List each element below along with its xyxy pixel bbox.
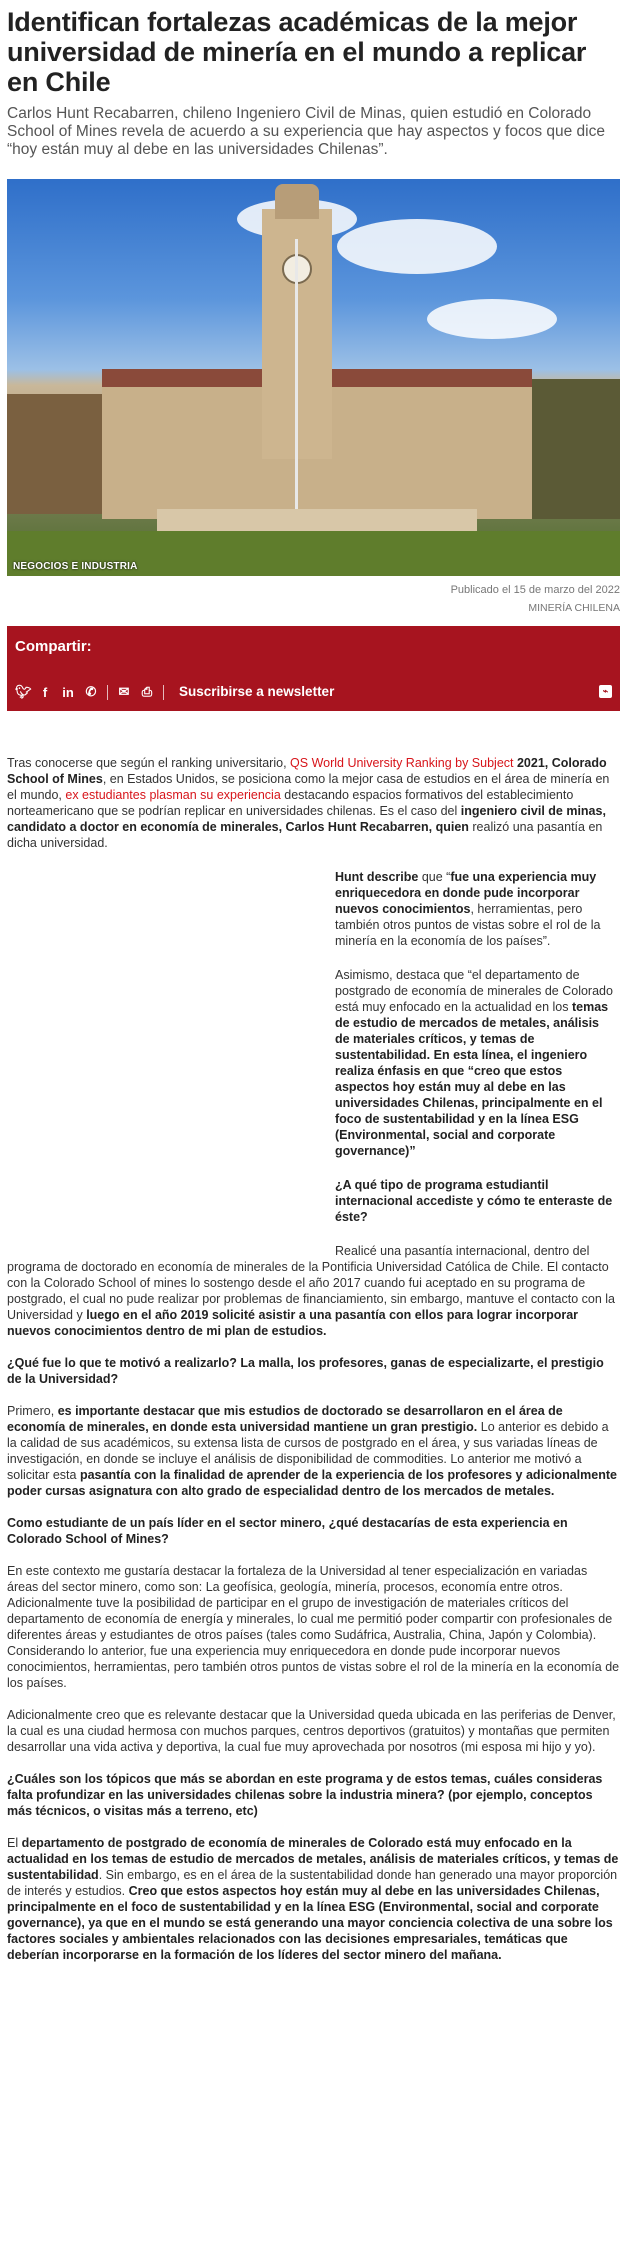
paragraph xyxy=(7,755,620,851)
print-icon[interactable]: ⎙ xyxy=(141,684,153,699)
paragraph xyxy=(7,1403,620,1499)
question xyxy=(7,1515,620,1547)
experience-link[interactable]: ex estudiantes plasman su experiencia xyxy=(65,788,281,802)
image-category-tag[interactable]: NEGOCIOS E INDUSTRIA xyxy=(13,561,138,572)
paragraph: En este contexto me gustaría destacar la fortaleza de la Universidad al tener especialización en variadas áreas del sector minero, como son: La geofísica, geología, minería, procesos, economía entre otros. Adicionalmente tuve la posibilidad de participar en el grupo de investigación de materiales críticos del departamento de economía de energía y minerales, lo cual me permitió poder compartir con profesionales de diferentes áreas y estudiantes de otros países (tales como Sudáfrica, Australia, China, Japón y Colombia). Considerando lo anterior, fue una experiencia muy enriquecedora en donde pude incorporar nuevos conocimientos, herramientas, pero también otros puntos de vistas sobre el rol de la minería en la economía de los países. xyxy=(7,1564,620,1690)
text: ingeniero civil de minas, candidato a doctor en economía de minerales, Carlos Hunt Recabarren, quien xyxy=(7,804,606,834)
text: fue una experiencia muy enriquecedora en donde pude incorporar nuevos conocimientos xyxy=(335,870,597,916)
share-divider xyxy=(163,685,164,700)
rss-icon[interactable]: ⌁ xyxy=(599,685,612,698)
article-lead: Carlos Hunt Recabarren, chileno Ingeniero Civil de Minas, quien estudió en Colorado School of Mines revela de acuerdo a su experiencia que hay aspectos y focos que dice “hoy están muy al debe en las universidades Chilenas”. xyxy=(7,105,605,158)
email-icon[interactable]: ✉ xyxy=(118,684,130,699)
article-title: Identifican fortalezas académicas de la mejor universidad de minería en el mundo a replicar en Chile xyxy=(7,7,587,97)
text: Hunt describe xyxy=(335,870,419,884)
text: departamento de postgrado de economía de minerales de Colorado está muy enfocado en la actualidad en los temas de estudio de mercados de metales, análisis de materiales críticos, y temas de sustentabilidad xyxy=(7,1836,619,1882)
text: pasantía con la finalidad de aprender de la experiencia de los profesores y adicionalmente poder cursas asignatura con alto grado de especialidad dentro de los mercados de metales. xyxy=(7,1468,617,1498)
text: Creo que estos aspectos hoy están muy al debe en las universidades Chilenas, principalmente en el foco de sustentabilidad y en la línea ESG (Environmental, social and corporate governance), ya que en el mundo se está generando una mayor conciencia colectiva de una sobre los factores sociales y ambientales relacionados con las decisiones empresariales, temáticas que deberían incorporarse en la formación de los líderes del sector minero del mañana. xyxy=(7,1884,613,1962)
share-icons xyxy=(15,684,164,700)
text: ¿Qué fue lo que te motivó a realizarlo? La malla, los profesores, ganas de especializarte, el prestigio de la Universidad? xyxy=(7,1356,604,1386)
twitter-icon[interactable]: 🐦︎ xyxy=(15,684,32,699)
text: , herramientas, pero también otros puntos de vistas sobre el rol de la minería en la economía de los países”. xyxy=(335,902,601,948)
article-body xyxy=(7,755,620,1963)
text: temas de estudio de mercados de metales, análisis de materiales críticos, y temas de sustentabilidad. En esta línea, el ingeniero realiza énfasis en que “creo que estos aspectos hoy están muy al debe en las universidades Chilenas, principalmente en el foco de sustentabilidad y en la línea ESG (Environmental, social and corporate governance)” xyxy=(335,1000,609,1158)
share-bar xyxy=(7,626,620,711)
text: , en Estados Unidos, se posiciona como la mejor casa de estudios en el área de minería en el mundo, xyxy=(7,772,610,802)
paragraph xyxy=(7,1835,620,1963)
text: Realicé una pasantía internacional, dentro del programa de doctorado en economía de minerales de la Pontificia Universidad Católica de Chile. El contacto con la Colorado School of mines lo sostengo desde el año 2017 cuando fui aceptado en su programa de postgrado, el cual no pude realizar por problemas de financiamiento, sin embargo, mantuve el contacto con la Universidad y xyxy=(7,1244,615,1322)
text: destacando espacios formativos del establecimiento norteamericano que se podrían replicar en universidades chilenas. Es el caso del xyxy=(7,788,574,818)
paragraph xyxy=(335,967,615,1159)
text: es importante destacar que mis estudios de doctorado se desarrollaron en el área de economía de minerales, en donde esta universidad mantiene un gran prestigio. xyxy=(7,1404,563,1434)
paragraph xyxy=(335,869,615,949)
text: Asimismo, destaca que “el departamento de postgrado de economía de minerales de Colorado está muy enfocado en la actualidad en los xyxy=(335,968,613,1014)
whatsapp-icon[interactable]: ✆ xyxy=(85,684,97,699)
article-hero-image xyxy=(7,179,620,576)
paragraph: Adicionalmente creo que es relevante destacar que la Universidad queda ubicada en las periferias de Denver, la cual es una ciudad hermosa con muchos parques, centros deportivos (gratuitos) y montañas que permiten desarrollar una vida activa y deportiva, la cual fue muy aprovechada por nosotros (mi esposa mi hijo y yo). xyxy=(7,1708,616,1754)
text: El xyxy=(7,1836,22,1850)
share-title: Compartir: xyxy=(15,638,92,655)
text: que “ xyxy=(418,870,451,884)
share-divider xyxy=(107,685,108,700)
publish-date: Publicado el 15 de marzo del 2022 xyxy=(450,584,620,596)
text: realizó una pasantía en dicha universidad. xyxy=(7,820,603,850)
question xyxy=(7,1771,620,1819)
article-meta xyxy=(7,584,620,614)
text: 2021, Colorado School of Mines xyxy=(7,756,607,786)
question xyxy=(7,1355,620,1387)
text: ¿Cuáles son los tópicos que más se abordan en este programa y de estos temas, cuáles consideras falta profundizar en las universidades chilenas sobre la industria minera? (por ejemplo, conceptos más técnicos, o visitas más a terreno, etc) xyxy=(7,1772,603,1818)
text: . Sin embargo, es en el área de la sustentabilidad donde han generado una mayor proporción de interés y estudios. xyxy=(7,1868,618,1898)
text: Como estudiante de un país líder en el sector minero, ¿qué destacarías de esta experiencia en Colorado School of Mines? xyxy=(7,1516,568,1546)
indented-quote-block xyxy=(335,869,615,1225)
ranking-link[interactable]: QS World University Ranking by Subject xyxy=(290,756,514,770)
text: luego en el año 2019 solicité asistir a una pasantía con ellos para lograr incorporar nuevos conocimientos dentro de mi plan de estudios. xyxy=(7,1308,579,1338)
facebook-icon[interactable]: f xyxy=(42,684,48,700)
paragraph xyxy=(7,1243,620,1339)
linkedin-icon[interactable]: in xyxy=(62,684,74,700)
text: Tras conocerse que según el ranking universitario, xyxy=(7,756,291,770)
article-source: MINERÍA CHILENA xyxy=(528,602,620,614)
question xyxy=(335,1177,615,1225)
text: ¿A qué tipo de programa estudiantil internacional accediste y cómo te enteraste de éste? xyxy=(335,1178,613,1224)
newsletter-link[interactable]: Suscribirse a newsletter xyxy=(179,684,335,699)
text: Primero, xyxy=(7,1404,58,1418)
text: Lo anterior es debido a la calidad de sus académicos, su extensa lista de cursos de postgrado en el área, y sus variadas líneas de investigación, en donde se incluye el análisis de disponibilidad de commodities. Lo anterior me motivó a solicitar esta xyxy=(7,1420,609,1482)
